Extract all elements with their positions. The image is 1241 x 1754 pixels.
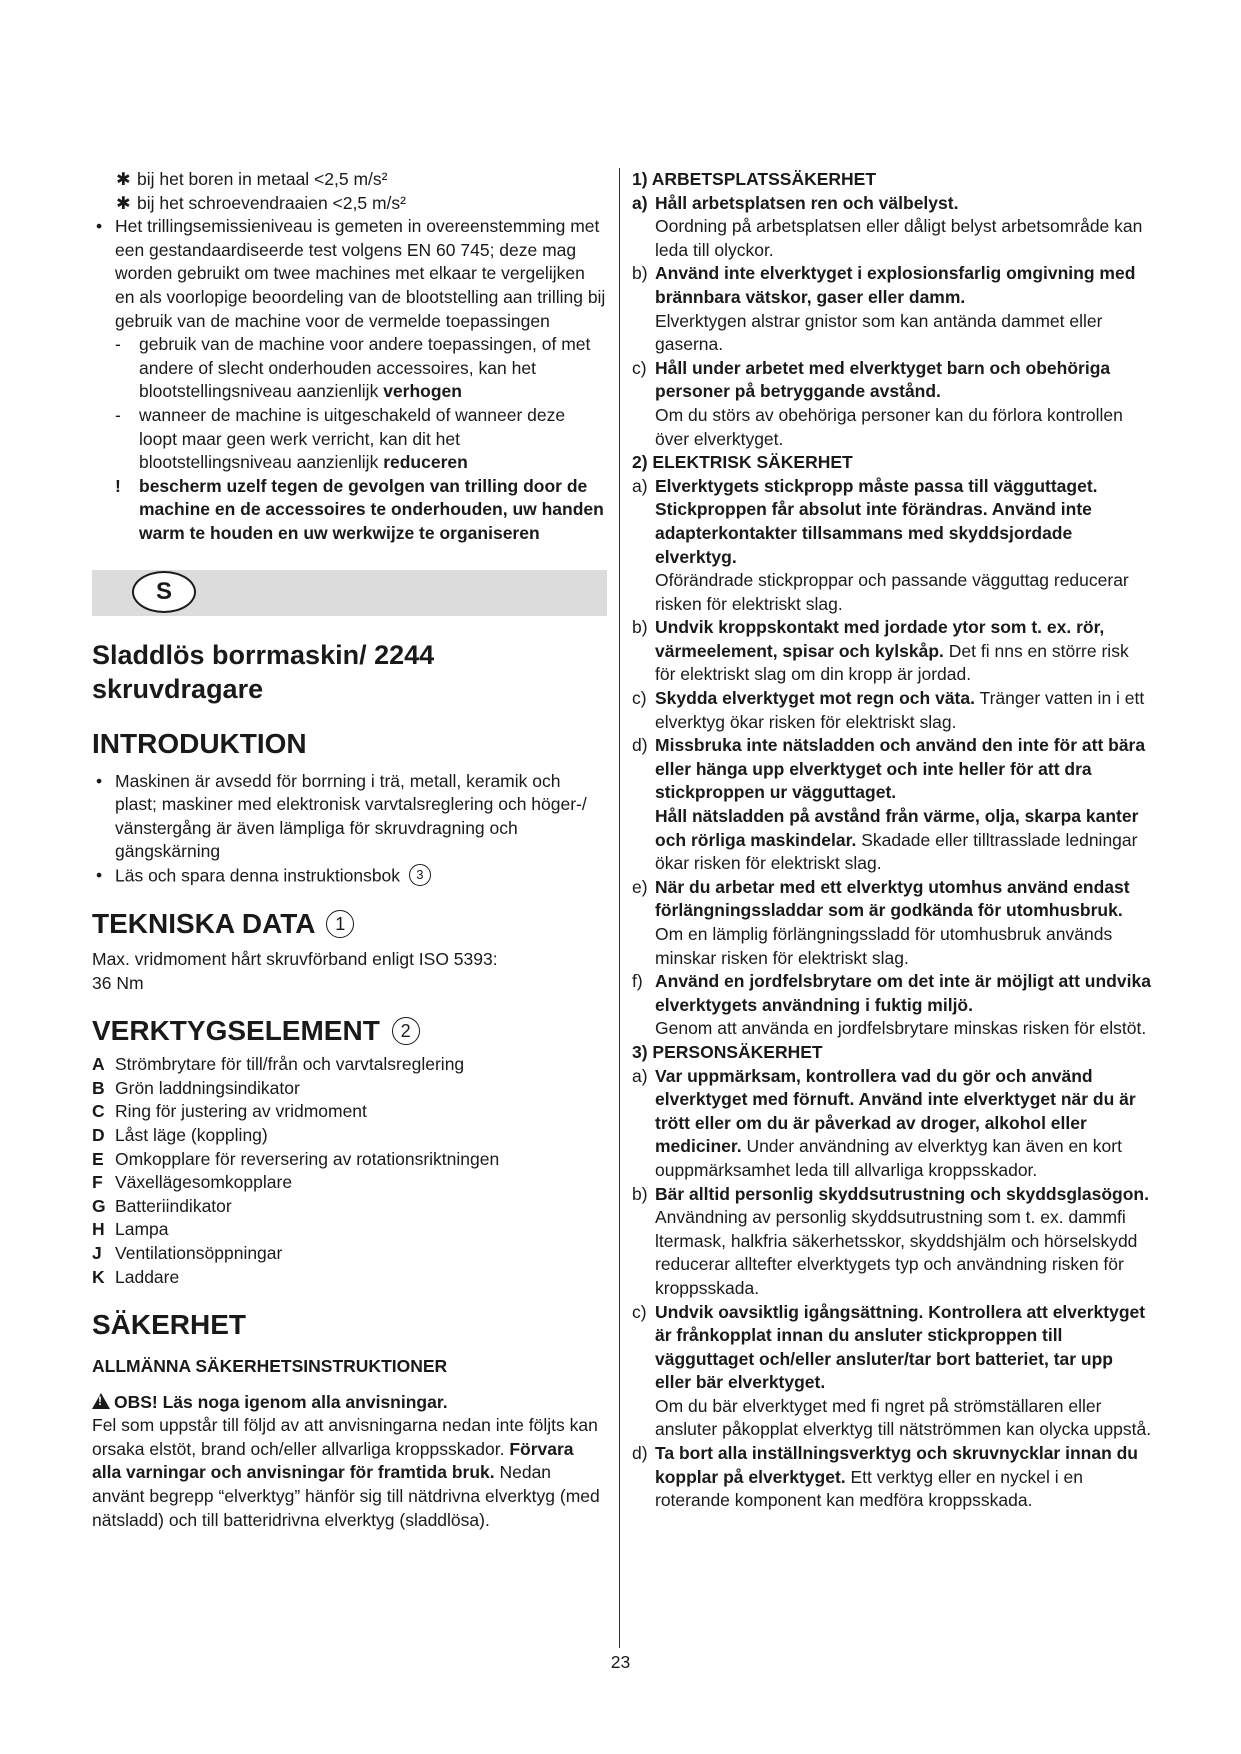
language-code-badge: S bbox=[132, 571, 196, 613]
section-heading-tool-elements: VERKTYGSELEMENT 2 bbox=[92, 1013, 607, 1049]
section-heading-technical-data: TEKNISKA DATA 1 bbox=[92, 906, 607, 942]
component-item: G Batteriindikator bbox=[92, 1195, 232, 1216]
figure-ref-icon: 2 bbox=[392, 1017, 420, 1045]
asterisk-icon: ✱ bbox=[116, 169, 131, 189]
section-heading-introduction: INTRODUKTION bbox=[92, 727, 307, 759]
section-heading-safety: SÄKERHET bbox=[92, 1309, 247, 1341]
safety-item: d) Ta bort alla inställningsverktyg och skruvnycklar innan du kopplar på elverktyget. Ett verktyg eller en nyckel i en roterande komponent kan medföra kroppsskada. bbox=[632, 1443, 1139, 1511]
component-list bbox=[92, 1053, 607, 1289]
vibration-dash-item: - wanneer de machine is uitgeschakeld of wanneer deze loopt maar geen werk verricht, kan dit het blootstellingsniveau aanzienlijk reduceren bbox=[115, 404, 566, 473]
safety-item: b) Bär alltid personlig skyddsutrustning och skyddsglasögon. Användning av personlig skyddsutrustning som t. ex. dammfi ltermask, halkfria säkerhetsskor, skyddshjälm och hörselskydd reducerar alltefter elverktygets typ och användning risken för kroppsskada. bbox=[632, 1183, 1149, 1298]
intro-bullet: • Maskinen är avsedd för borrning i trä, metall, keramik och plast; maskiner med elektronisk varvtalsreglering och höger-/ vänstergång är även lämpliga för skruvdragning och gängskärning bbox=[96, 770, 587, 862]
safety-item: b) Använd inte elverktyget i explosionsfarlig omgivning med brännbara vätskor, gaser eller damm. Elverktygen alstrar gnistor som kan antända dammet eller gaserna. bbox=[632, 263, 1136, 355]
obs-warning: !OBS! Läs noga igenom alla anvisningar. bbox=[92, 1391, 607, 1415]
safety-item: b) Undvik kroppskontakt med jordade ytor som t. ex. rör, värmeelement, spisar och kylskåp. Det fi nns en större risk för elektriskt slag om din kropp är jordad. bbox=[632, 617, 1129, 685]
tech-torque-label: Max. vridmoment hårt skruvförband enligt ISO 5393: bbox=[92, 948, 498, 969]
component-item: D Låst läge (koppling) bbox=[92, 1124, 268, 1145]
safety-item: f) Använd en jordfelsbrytare om det inte är möjligt att undvika elverktygets användning i fuktig miljö. Genom att använda en jordfelsbrytare minskas risken för elstöt. bbox=[632, 971, 1151, 1039]
figure-ref-icon: 1 bbox=[326, 910, 354, 938]
component-item: J Ventilationsöppningar bbox=[92, 1242, 283, 1263]
safety-section-heading: 1) ARBETSPLATSSÄKERHET bbox=[632, 169, 877, 189]
component-item: C Ring för justering av vridmoment bbox=[92, 1101, 367, 1122]
safety-item: e) När du arbetar med ett elverktyg utomhus använd endast förlängningssladdar som är godkända för utomhusbruk. Om en lämplig förlängningssladd för utomhusbruk används minskar risken för elektriskt slag. bbox=[632, 876, 1130, 968]
safety-item: c) Håll under arbetet med elverktyget barn och obehöriga personer på betryggande avstånd. Om du störs av obehöriga personer kan du förlora kontrollen över elverktyget. bbox=[632, 357, 1123, 449]
bullet-icon: • bbox=[96, 864, 103, 885]
safety-intro-paragraph: Fel som uppstår till följd av att anvisningarna nedan inte följts kan orsaka elstöt, brand och/eller allvarliga kroppsskador. Förvara alla varningar och anvisningar för framtida bruk. Nedan använt begrepp “elverktyg” hänför sig till nätdrivna elverktyg (med nätsladd) och till batteridrivna elverktyg (sladdlösa). bbox=[92, 1415, 600, 1530]
component-item: B Grön laddningsindikator bbox=[92, 1077, 300, 1098]
general-safety-subheading: ALLMÄNNA SÄKERHETSINSTRUKTIONER bbox=[92, 1356, 448, 1377]
bullet-icon: • bbox=[96, 216, 103, 237]
safety-item: d) Missbruka inte nätsladden och använd den inte för att bära eller hänga upp elverktyget och inte heller för att dra stickproppen ur vägguttaget. Håll nätsladden på avstånd från värme, olja, skarpa kanter och rörliga maskindelar. Skadade eller tilltrasslade ledningar ökar risken för elektriskt slag. bbox=[632, 735, 1146, 874]
vibration-item: ✱ bij het boren in metaal <2,5 m/s² bbox=[92, 168, 607, 192]
left-column bbox=[92, 168, 607, 1532]
component-item: F Växellägesomkopplare bbox=[92, 1172, 293, 1193]
safety-item: a) Håll arbetsplatsen ren och välbelyst. Oordning på arbetsplatsen eller dåligt belyst arbetsområde kan leda till olyckor. bbox=[632, 192, 1143, 260]
vibration-dash-item: - gebruik van de machine voor andere toepassingen, of met andere of slecht onderhouden accessoires, kan het blootstellingsniveau aanzienlijk verhogen bbox=[115, 334, 591, 402]
column-divider bbox=[619, 168, 620, 1648]
safety-section-heading: 2) ELEKTRISK SÄKERHET bbox=[632, 452, 853, 473]
component-item: K Laddare bbox=[92, 1266, 180, 1287]
component-item: E Omkopplare för reversering av rotationsriktningen bbox=[92, 1148, 500, 1169]
component-item: H Lampa bbox=[92, 1219, 169, 1240]
language-band bbox=[92, 570, 607, 616]
safety-section-heading: 3) PERSONSÄKERHET bbox=[632, 1041, 823, 1062]
bullet-icon: • bbox=[96, 770, 103, 791]
right-column bbox=[632, 168, 1152, 1513]
figure-ref-icon: 3 bbox=[409, 864, 431, 886]
warning-triangle-icon bbox=[92, 1393, 110, 1409]
exclamation-icon: ! bbox=[115, 475, 121, 496]
vibration-warning: ! bescherm uzelf tegen de gevolgen van trilling door de machine en de accessoires te onderhouden, uw handen warm te houden en uw werkwijze te organiseren bbox=[115, 475, 604, 543]
vibration-item: ✱ bij het schroevendraaien <2,5 m/s² bbox=[92, 192, 607, 216]
page-number: 23 bbox=[610, 1652, 631, 1672]
vibration-bullet: • Het trillingsemissieniveau is gemeten in overeenstemming met een gestandaardiseerde test volgens EN 60 745; deze mag worden gebruikt om twee machines met elkaar te vergelijken en als voorlopige beoordeling van de blootstelling aan trilling bij gebruik van de machine voor de vermelde toepassingen bbox=[96, 216, 606, 331]
safety-item: a) Var uppmärksam, kontrollera vad du gör och använd elverktyget med förnuft. Använd inte elverktyget när du är trött eller om du är påverkad av droger, alkohol eller mediciner. Under användning av elverktyg kan även en kort ouppmärksamhet leda till allvarliga kroppsskador. bbox=[632, 1065, 1136, 1180]
tech-torque-value: 36 Nm bbox=[92, 972, 144, 993]
asterisk-icon: ✱ bbox=[116, 192, 131, 213]
page-title: Sladdlös borrmaskin/ 2244 skruvdragare bbox=[92, 639, 435, 704]
component-item: A Strömbrytare för till/från och varvtalsreglering bbox=[92, 1054, 465, 1075]
safety-item: c) Skydda elverktyget mot regn och väta. Tränger vatten in i ett elverktyg ökar risken för elektriskt slag. bbox=[632, 688, 1145, 732]
safety-item: a) Elverktygets stickpropp måste passa till vägguttaget. Stickproppen får absolut inte förändras. Använd inte adapterkontakter tillsammans med skyddsjordade elverktyg. Oförändrade stickproppar och passande vägguttag reducerar risken för elektriskt slag. bbox=[632, 475, 1129, 614]
intro-bullet: • Läs och spara denna instruktionsbok 3 bbox=[92, 864, 607, 888]
safety-item: c) Undvik oavsiktlig igångsättning. Kontrollera att elverktyget är frånkopplat innan du ansluter stickproppen till vägguttaget och/eller ansluter/tar bort batteriet, tar upp eller bär elverktyget. Om du bär elverktyget med fi ngret på strömställaren eller ansluter påkopplat elverktyg till nätströmmen kan olycka uppstå. bbox=[632, 1301, 1152, 1440]
